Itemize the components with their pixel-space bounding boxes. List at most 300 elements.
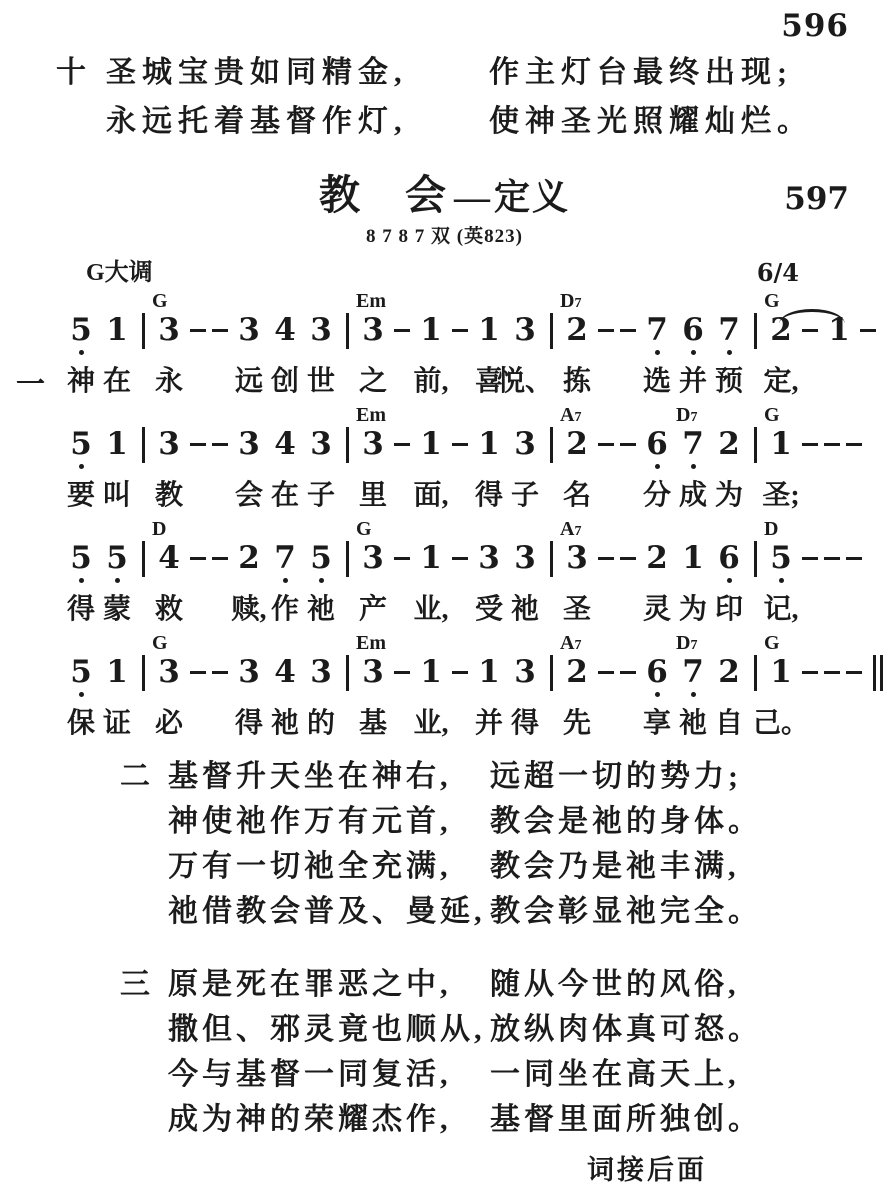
note-cell <box>413 518 449 626</box>
note-cell <box>99 632 135 740</box>
note-digit: 4 <box>274 426 296 462</box>
lyric-syllable: 预 <box>714 366 744 397</box>
chord-label: G <box>356 518 372 540</box>
duration-dash <box>821 655 843 690</box>
note-digit: 3 <box>566 540 588 576</box>
verse-number <box>120 1007 168 1052</box>
continuation-note: 词接后面 <box>587 1155 707 1185</box>
lyric-syllable: 前, <box>413 366 449 397</box>
barline-cell <box>135 404 151 512</box>
lyric-syllable: 灵 <box>642 594 672 625</box>
note-cell <box>763 518 799 626</box>
note-digit: 1 <box>478 312 500 348</box>
note-cell <box>559 632 595 740</box>
note-digit: 2 <box>566 312 588 348</box>
verse-line-left: 祂借教会普及、曼延, <box>168 895 486 928</box>
note-digit: 2 <box>566 426 588 462</box>
lyric-syllable: 救 <box>154 594 184 625</box>
note-digit: 5 <box>70 540 92 576</box>
duration-dash-cell <box>857 290 879 398</box>
note-cell <box>63 290 99 398</box>
duration-dash <box>209 427 231 462</box>
barline <box>543 655 559 690</box>
barline-cell <box>339 404 355 512</box>
duration-dash-cell <box>843 518 865 626</box>
lyric-syllable: 悦、 <box>496 366 554 397</box>
verse-number <box>120 799 168 844</box>
lyric-syllable: 会 <box>234 480 264 511</box>
note-cell <box>63 518 99 626</box>
duration-dash-cell <box>799 290 821 398</box>
lyric-syllable: 成 <box>678 480 708 511</box>
note-digit: 2 <box>566 654 588 690</box>
note-digit: 3 <box>158 312 180 348</box>
duration-dash <box>187 541 209 576</box>
duration-dash-cell <box>595 632 617 740</box>
duration-dash-cell <box>595 404 617 512</box>
barline-cell <box>747 404 763 512</box>
lyric-syllable: 己。 <box>752 708 810 739</box>
note-cell <box>303 290 339 398</box>
note-digit: 2 <box>646 540 668 576</box>
barline <box>747 541 763 576</box>
barline-cell <box>339 632 355 740</box>
note-digit: 5 <box>770 540 792 576</box>
jianpu-score <box>16 290 855 740</box>
duration-dash <box>595 655 617 690</box>
lyric-syllable: 叫 <box>102 480 132 511</box>
note-digit: 6 <box>646 426 668 462</box>
barline-cell <box>135 632 151 740</box>
note-digit: 7 <box>274 540 296 576</box>
note-digit: 7 <box>682 654 704 690</box>
lyric-syllable: 业, <box>413 594 449 625</box>
chord-label: Em <box>356 404 386 426</box>
note-cell <box>711 632 747 740</box>
note-cell <box>559 404 595 512</box>
note-cell <box>99 290 135 398</box>
barline <box>135 313 151 348</box>
barline-cell <box>543 290 559 398</box>
verse-line-left: 圣城宝贵如同精金, <box>106 56 408 89</box>
duration-dash-cell <box>391 404 413 512</box>
hymn-title: 教 会 <box>318 172 448 218</box>
barline <box>339 313 355 348</box>
lyric-syllable: 印 <box>714 594 744 625</box>
verse-line-right: 使神圣光照耀灿烂。 <box>489 105 813 138</box>
barline <box>747 655 763 690</box>
duration-dash-cell <box>391 518 413 626</box>
lyric-syllable: 创 <box>270 366 300 397</box>
note-cell <box>267 404 303 512</box>
note-digit: 3 <box>238 426 260 462</box>
duration-dash <box>617 427 639 462</box>
verse-line-right: 一同坐在高天上, <box>490 1058 740 1091</box>
chord-label: Em <box>356 290 386 312</box>
note-cell <box>413 290 449 398</box>
lyric-syllable: 在 <box>102 366 132 397</box>
low-octave-dot <box>63 690 99 700</box>
lyric-syllable: 面, <box>413 480 449 511</box>
barline-cell <box>747 518 763 626</box>
verse-line-left: 神使祂作万有元首, <box>168 805 452 838</box>
low-octave-dot <box>763 576 799 586</box>
note-cell <box>355 632 391 740</box>
note-cell <box>507 632 543 740</box>
chord-label: G <box>152 632 168 654</box>
note-cell <box>355 290 391 398</box>
verse-line-left: 原是死在罪恶之中, <box>168 968 452 1001</box>
lyric-syllable: 赎, <box>231 594 267 625</box>
note-digit: 3 <box>362 654 384 690</box>
duration-dash <box>449 541 471 576</box>
note-digit: 1 <box>106 426 128 462</box>
note-cell <box>711 290 747 398</box>
note-cell <box>63 632 99 740</box>
verse-number: 三 <box>120 968 154 1001</box>
note-digit: 3 <box>310 654 332 690</box>
duration-dash-cell <box>617 632 639 740</box>
note-digit: 6 <box>646 654 668 690</box>
duration-dash-cell <box>821 404 843 512</box>
duration-dash-cell <box>187 518 209 626</box>
title-dash: — <box>453 177 490 217</box>
barline <box>543 313 559 348</box>
note-cell <box>763 290 799 398</box>
chord-label: D7 <box>560 290 582 312</box>
note-cell <box>559 518 595 626</box>
note-cell <box>413 404 449 512</box>
note-digit: 3 <box>514 312 536 348</box>
duration-dash-cell <box>821 518 843 626</box>
duration-dash <box>821 427 843 462</box>
note-digit: 3 <box>158 654 180 690</box>
note-cell <box>151 290 187 398</box>
note-cell <box>675 404 711 512</box>
note-cell <box>639 632 675 740</box>
lyric-syllable: 祂 <box>510 594 540 625</box>
note-digit: 1 <box>770 654 792 690</box>
duration-dash-cell <box>209 404 231 512</box>
lyric-syllable: 永 <box>154 366 184 397</box>
note-digit: 1 <box>828 312 850 348</box>
duration-dash-cell <box>187 290 209 398</box>
note-digit: 3 <box>362 312 384 348</box>
note-cell <box>355 518 391 626</box>
verse-line-right: 教会是祂的身体。 <box>490 805 762 838</box>
lyric-syllable: 世 <box>306 366 336 397</box>
note-cell <box>675 290 711 398</box>
verse-line-right: 远超一切的势力; <box>490 760 742 793</box>
duration-dash-cell <box>187 632 209 740</box>
chord-label: Em <box>356 632 386 654</box>
note-cell <box>752 632 810 740</box>
low-octave-dot <box>63 348 99 358</box>
duration-dash-cell <box>617 290 639 398</box>
verse-line-left: 基督升天坐在神右, <box>168 760 452 793</box>
lyric-syllable: 神 <box>66 366 96 397</box>
note-digit: 6 <box>682 312 704 348</box>
verse-number <box>120 889 168 934</box>
note-digit: 6 <box>718 540 740 576</box>
note-cell <box>639 404 675 512</box>
note-cell <box>821 290 857 398</box>
barline <box>339 427 355 462</box>
note-digit: 3 <box>514 654 536 690</box>
note-digit: 3 <box>238 312 260 348</box>
duration-dash-cell <box>617 404 639 512</box>
note-digit: 2 <box>718 654 740 690</box>
lyric-syllable: 得 <box>66 594 96 625</box>
chord-label: D7 <box>676 632 698 654</box>
note-cell <box>471 632 507 740</box>
verse-number <box>120 844 168 889</box>
note-digit: 3 <box>514 426 536 462</box>
note-digit: 7 <box>646 312 668 348</box>
key-time-row <box>34 258 855 288</box>
lyric-syllable: 得 <box>474 480 504 511</box>
hymn-title-row <box>34 170 855 220</box>
duration-dash-cell <box>391 632 413 740</box>
low-octave-dot <box>639 462 675 472</box>
previous-hymn-last-verse <box>34 48 855 146</box>
duration-dash-cell <box>449 290 471 398</box>
chord-label: D <box>152 518 167 540</box>
duration-dash <box>617 541 639 576</box>
low-octave-dot <box>675 348 711 358</box>
note-cell <box>639 290 675 398</box>
verse-number: 二 <box>120 760 154 793</box>
duration-dash <box>209 541 231 576</box>
note-digit: 1 <box>106 654 128 690</box>
duration-dash <box>187 313 209 348</box>
duration-dash <box>209 655 231 690</box>
duration-dash <box>449 313 471 348</box>
note-digit: 3 <box>514 540 536 576</box>
note-cell <box>303 404 339 512</box>
note-digit: 1 <box>420 312 442 348</box>
final-barline-cell <box>865 632 885 740</box>
score-system <box>34 632 855 740</box>
duration-dash-cell <box>843 404 865 512</box>
duration-dash <box>449 427 471 462</box>
note-digit: 2 <box>770 312 792 348</box>
low-octave-dot <box>639 690 675 700</box>
chord-label: G <box>764 404 780 426</box>
lyric-syllable: 里 <box>358 480 388 511</box>
note-digit: 1 <box>420 540 442 576</box>
duration-dash <box>843 541 865 576</box>
duration-dash <box>799 427 821 462</box>
low-octave-dot <box>63 462 99 472</box>
time-signature: 6/4 <box>756 258 799 287</box>
lyric-syllable: 子 <box>306 480 336 511</box>
lyric-syllable: 产 <box>358 594 388 625</box>
verse-3-block <box>34 962 855 1142</box>
note-cell <box>763 404 799 512</box>
lyric-syllable: 教 <box>154 480 184 511</box>
lyric-syllable: 为 <box>714 480 744 511</box>
duration-dash-cell <box>821 632 843 740</box>
duration-dash <box>843 427 865 462</box>
note-digit: 1 <box>420 426 442 462</box>
lyric-syllable: 圣; <box>762 480 800 511</box>
barline-cell <box>135 290 151 398</box>
duration-dash-cell <box>799 404 821 512</box>
note-digit: 3 <box>310 426 332 462</box>
note-cell <box>675 632 711 740</box>
lyric-syllable: 拣 <box>562 366 592 397</box>
note-cell <box>711 518 747 626</box>
barline-cell <box>339 518 355 626</box>
duration-dash <box>617 655 639 690</box>
barline-cell <box>543 632 559 740</box>
note-digit: 3 <box>158 426 180 462</box>
duration-dash <box>799 313 821 348</box>
verse-line-left: 永远托着基督作灯, <box>106 105 408 138</box>
note-cell <box>63 404 99 512</box>
barline <box>135 427 151 462</box>
lyric-syllable: 并 <box>474 708 504 739</box>
note-cell <box>559 290 595 398</box>
duration-dash <box>187 427 209 462</box>
lyric-syllable: 记, <box>763 594 799 625</box>
barline-cell <box>747 290 763 398</box>
note-cell <box>99 404 135 512</box>
lyric-syllable: 证 <box>102 708 132 739</box>
note-digit: 5 <box>70 426 92 462</box>
verse-number <box>120 1097 168 1142</box>
lyric-syllable: 定, <box>763 366 799 397</box>
note-digit: 7 <box>682 426 704 462</box>
duration-dash <box>187 655 209 690</box>
verse-line-left: 万有一切祂全充满, <box>168 850 452 883</box>
duration-dash-cell <box>391 290 413 398</box>
low-octave-dot <box>675 690 711 700</box>
chord-label: D <box>764 518 779 540</box>
verse-line-right: 作主灯台最终出现; <box>489 56 793 89</box>
duration-dash-cell <box>187 404 209 512</box>
barline <box>135 541 151 576</box>
duration-dash <box>799 541 821 576</box>
chord-label: G <box>764 632 780 654</box>
note-digit: 1 <box>478 654 500 690</box>
note-cell <box>231 632 267 740</box>
verse-line-right: 随从今世的风俗, <box>490 968 740 1001</box>
note-digit: 1 <box>682 540 704 576</box>
note-cell <box>303 518 339 626</box>
duration-dash-cell <box>799 518 821 626</box>
chord-label: A7 <box>560 518 582 540</box>
lyric-syllable: 享 <box>642 708 672 739</box>
note-cell <box>496 290 554 398</box>
lyric-syllable: 并 <box>678 366 708 397</box>
duration-dash-cell <box>209 632 231 740</box>
verse-line-right: 基督里面所独创。 <box>490 1103 762 1136</box>
lyric-syllable: 喜 <box>474 366 504 397</box>
lyric-syllable: 先 <box>562 708 592 739</box>
final-double-barline <box>865 655 885 690</box>
note-cell <box>151 404 187 512</box>
note-digit: 3 <box>362 540 384 576</box>
low-octave-dot <box>303 576 339 586</box>
duration-dash <box>209 313 231 348</box>
verse-line-left: 今与基督一同复活, <box>168 1058 452 1091</box>
verse-number <box>56 97 106 146</box>
chord-label: A7 <box>560 632 582 654</box>
lyric-syllable: 基 <box>358 708 388 739</box>
lyric-syllable: 圣 <box>562 594 592 625</box>
note-digit: 5 <box>70 312 92 348</box>
duration-dash <box>595 541 617 576</box>
duration-dash-cell <box>209 290 231 398</box>
note-cell <box>471 518 507 626</box>
lyric-syllable: 为 <box>678 594 708 625</box>
note-digit: 1 <box>770 426 792 462</box>
duration-dash-cell <box>449 404 471 512</box>
note-cell <box>267 632 303 740</box>
note-digit: 4 <box>274 312 296 348</box>
chord-label: G <box>152 290 168 312</box>
duration-dash <box>449 655 471 690</box>
lyric-syllable: 作 <box>270 594 300 625</box>
low-octave-dot <box>99 576 135 586</box>
lyric-syllable: 在 <box>270 480 300 511</box>
lyric-syllable: 必 <box>154 708 184 739</box>
duration-dash <box>799 655 821 690</box>
lyric-syllable: 要 <box>66 480 96 511</box>
note-digit: 5 <box>310 540 332 576</box>
verse-number: 十 <box>56 56 92 89</box>
verse-line-right: 放纵肉体真可怒。 <box>490 1013 762 1046</box>
duration-dash-cell <box>209 518 231 626</box>
duration-dash-cell <box>449 632 471 740</box>
note-cell <box>507 404 543 512</box>
barline <box>747 313 763 348</box>
score-system <box>34 518 855 626</box>
chord-label: A7 <box>560 404 582 426</box>
lyric-syllable: 蒙 <box>102 594 132 625</box>
barline <box>543 427 559 462</box>
low-octave-dot <box>711 348 747 358</box>
lyric-syllable: 分 <box>642 480 672 511</box>
lyric-syllable: 的 <box>306 708 336 739</box>
note-digit: 4 <box>158 540 180 576</box>
note-digit: 1 <box>478 426 500 462</box>
note-digit: 5 <box>70 654 92 690</box>
duration-dash <box>391 427 413 462</box>
note-digit: 5 <box>106 540 128 576</box>
note-cell <box>151 518 187 626</box>
barline-cell <box>543 404 559 512</box>
duration-dash <box>391 313 413 348</box>
lyric-syllable: 得 <box>234 708 264 739</box>
lyric-syllable: 祂 <box>678 708 708 739</box>
note-digit: 3 <box>310 312 332 348</box>
note-digit: 3 <box>478 540 500 576</box>
note-cell <box>231 518 267 626</box>
note-cell <box>639 518 675 626</box>
low-octave-dot <box>639 348 675 358</box>
duration-dash <box>391 541 413 576</box>
lyric-syllable: 远 <box>234 366 264 397</box>
stanza-number: 一 <box>16 369 46 401</box>
barline-cell <box>339 290 355 398</box>
note-cell <box>99 518 135 626</box>
low-octave-dot <box>711 576 747 586</box>
low-octave-dot <box>267 576 303 586</box>
note-digit: 7 <box>718 312 740 348</box>
